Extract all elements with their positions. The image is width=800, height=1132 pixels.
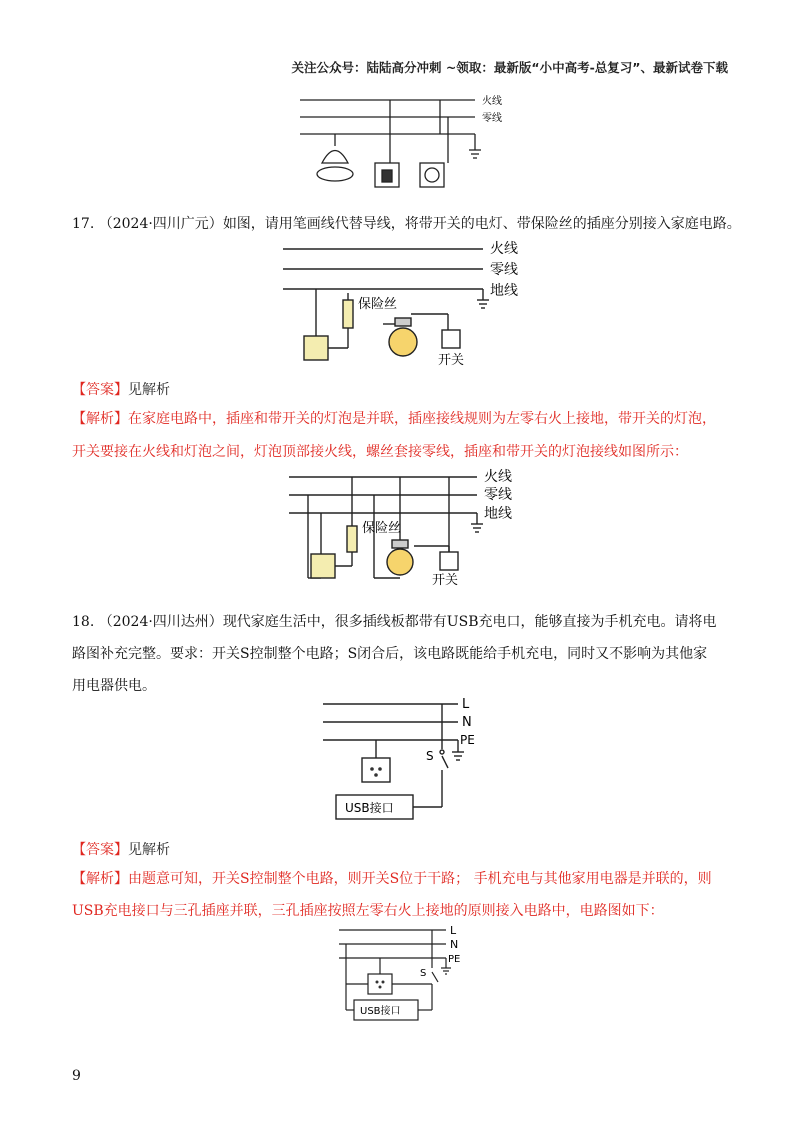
q17-neutral-label: 零线 — [490, 262, 518, 278]
q18-analysis-line2: USB充电接口与三孔插座并联，三孔插座按照左零右火上接地的原则接入电路中，电路图如下： — [72, 903, 664, 919]
q18-answer-text: 见解析 — [128, 842, 170, 858]
top-live-label: 火线 — [482, 96, 502, 107]
q18-analysis-text1: 由题意可知，开关S控制整个电路，则开关S位于干路； 手机充电与其他家用电器是并联的，则 — [128, 871, 712, 887]
q18-analysis-tag: 【解析】 — [72, 871, 128, 887]
q17-analysis-text1: 在家庭电路中，插座和带开关的灯泡是并联，插座接线规则为左零右火上接地，带开关的灯泡， — [128, 411, 716, 427]
q17-answer-circuit-diagram — [284, 466, 544, 588]
q18-question-line1 — [72, 612, 717, 632]
q17-analysis-tag: 【解析】 — [72, 411, 128, 427]
q17-answer — [72, 380, 170, 400]
q17-live-label: 火线 — [490, 241, 518, 257]
q17-analysis-line2: 开关要接在火线和灯泡之间，灯泡顶部接火线，螺丝套接零线，插座和带开关的灯泡接线如图所示： — [72, 444, 688, 460]
q17-ground-label: 地线 — [490, 283, 518, 299]
q18-question-line3: 用电器供电。 — [72, 678, 156, 694]
q17-answer-tag: 【答案】 — [72, 382, 128, 398]
q18-ans-S-label: S — [420, 968, 427, 979]
q18-analysis-line1 — [72, 869, 712, 889]
q17-fuse-label: 保险丝 — [358, 297, 398, 312]
q17-number: 17. — [72, 216, 95, 232]
q18-answer — [72, 840, 170, 860]
q17-switch-label: 开关 — [438, 353, 465, 368]
q17-analysis-line1 — [72, 409, 716, 429]
top-neutral-label: 零线 — [482, 113, 502, 124]
q17-answer-text: 见解析 — [128, 382, 170, 398]
q18-ans-usb-label: USB接口 — [360, 1006, 401, 1017]
q18-L-label: L — [462, 697, 470, 712]
q17-ans-neutral-label: 零线 — [484, 487, 512, 503]
page-number: 9 — [72, 1068, 81, 1084]
q18-answer-tag: 【答案】 — [72, 842, 128, 858]
top-circuit-diagram — [290, 88, 520, 193]
q18-S-label: S — [426, 749, 434, 763]
q17-source: （2024·四川广元） — [98, 216, 223, 232]
q18-source: （2024·四川达州） — [98, 614, 223, 630]
q17-question — [72, 214, 741, 234]
q18-number: 18. — [72, 614, 95, 630]
q18-text1: 现代家庭生活中，很多插线板都带有USB充电口，能够直接为手机充电。请将电 — [222, 614, 717, 630]
q17-text: 如图，请用笔画线代替导线，将带开关的电灯、带保险丝的插座分别接入家庭电路。 — [222, 216, 741, 232]
q18-question-line2: 路图补充完整。要求：开关S控制整个电路；S闭合后，该电路既能给手机充电，同时又不影响为其他家 — [72, 646, 708, 662]
q17-ans-live-label: 火线 — [484, 469, 512, 485]
q18-ans-PE-label: PE — [448, 954, 461, 965]
q18-answer-circuit-diagram — [334, 922, 474, 1034]
q18-circuit-diagram — [318, 694, 488, 824]
page-header: 关注公众号：陆陆高分冲刺 ~领取：最新版“小中高考-总复习”、最新试卷下载 — [291, 60, 728, 75]
q18-ans-N-label: N — [450, 938, 459, 951]
q18-PE-label: PE — [460, 733, 475, 747]
q17-circuit-diagram — [278, 238, 548, 370]
q17-ans-switch-label: 开关 — [432, 573, 459, 588]
q18-N-label: N — [462, 715, 472, 730]
q18-usb-label: USB接口 — [345, 801, 394, 815]
q17-ans-fuse-label: 保险丝 — [362, 521, 402, 536]
q17-ans-ground-label: 地线 — [484, 506, 512, 522]
q18-ans-L-label: L — [450, 924, 457, 937]
